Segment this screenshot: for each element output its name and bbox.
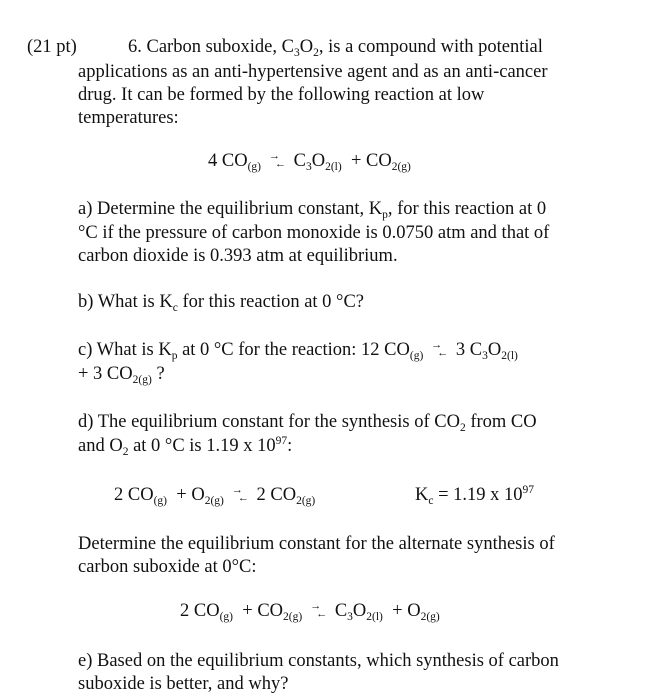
question-number: 6. bbox=[128, 37, 142, 57]
part-a-line-3: carbon dioxide is 0.393 atm at equilibrium. bbox=[78, 246, 398, 266]
equilibrium-arrow-icon: → ← bbox=[269, 149, 286, 170]
equilibrium-arrow-icon: → ← bbox=[310, 599, 328, 620]
reaction-1: 4 $CO_{(g)}$ → ← $C_3O_{2(l)} + CO_{2(g)}$ bbox=[208, 149, 411, 173]
part-b: b) What is $K_c$ for this reaction at 0 °C? bbox=[78, 292, 365, 314]
part-e-line-1: e) Based on the equilibrium constants, which synthesis of carbon bbox=[78, 651, 559, 671]
intro-line-2: applications as an anti-hypertensive agent and as an anti-cancer bbox=[78, 62, 548, 82]
equilibrium-arrow-icon: → ← bbox=[231, 483, 249, 504]
part-a-line-1: a) Determine the equilibrium constant, $K_p$, for this reaction at 0 bbox=[78, 199, 547, 221]
intro-line-3: drug. It can be formed by the following reaction at low bbox=[78, 85, 485, 105]
kc-value: $K_c = 1.19$ x $10^{97}$ bbox=[415, 484, 535, 507]
part-d-line-2: and $O_2$ at 0 °C is 1.19 x $10^{97}$: bbox=[78, 435, 293, 458]
part-d-line-3: Determine the equilibrium constant for the alternate synthesis of bbox=[78, 534, 555, 554]
part-c-line-2: + 3 $CO_{2(g)}$ ? bbox=[78, 364, 165, 386]
reaction-co2-synthesis: 2 $CO_{(g)} + O_{2(g)}$ → ← 2 $CO_{2(g)}$ bbox=[114, 483, 316, 507]
part-e-line-2: suboxide is better, and why? bbox=[78, 674, 289, 694]
part-a-line-2: °C if the pressure of carbon monoxide is 0.0750 atm and that of bbox=[78, 223, 550, 243]
intro-line-1: 6. Carbon suboxide, $C_3O_2$, is a compound with potential bbox=[128, 37, 543, 59]
intro-line-4: temperatures: bbox=[78, 108, 179, 128]
equilibrium-arrow-icon: → ← bbox=[431, 338, 449, 359]
reaction-alternate-synthesis: 2 $CO_{(g)} + CO_{2(g)}$ → ← $C_3O_{2(l)} + O_{2(g)}$ bbox=[180, 599, 440, 623]
points-label: (21 pt) bbox=[27, 37, 77, 57]
part-d-line-4: carbon suboxide at 0°C: bbox=[78, 557, 257, 577]
part-d-line-1: d) The equilibrium constant for the synthesis of $CO_2$ from CO bbox=[78, 412, 537, 434]
part-c-line-1: c) What is $K_p$ at 0 °C for the reaction: 12 $CO_{(g)}$ → ← 3 $C_3O_{2(l)}$ bbox=[78, 338, 518, 362]
